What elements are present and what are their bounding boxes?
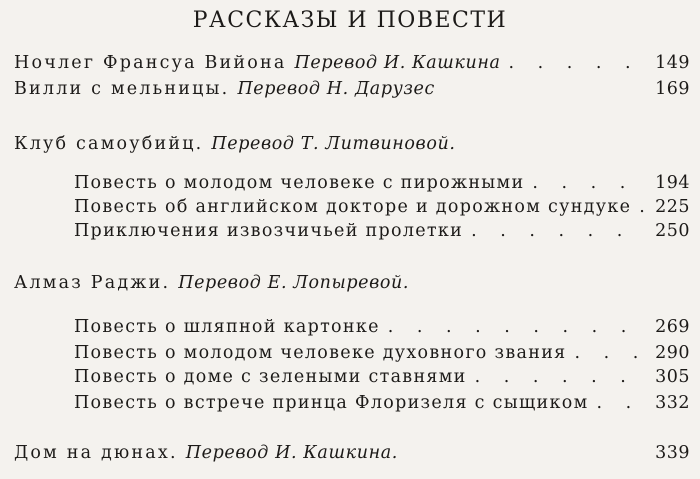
entry-page-number: 305 (655, 367, 690, 387)
section-heading: РАССКАЗЫ И ПОВЕСТИ (192, 8, 508, 33)
entry-page-number: 269 (655, 317, 690, 337)
entry-title: Повесть о молодом человеке с пирожными (74, 173, 525, 193)
toc-entry (14, 440, 690, 466)
entry-page-number: 332 (655, 393, 690, 413)
entry-page-number: 250 (655, 221, 690, 241)
toc-subentry (74, 314, 690, 340)
entry-translator: Перевод И. Кашкина. (185, 443, 398, 463)
entry-title: Алмаз Раджи. (14, 273, 171, 293)
entry-title: Ночлег Франсуа Вийона (14, 53, 287, 73)
entry-page-number: 290 (655, 343, 690, 363)
toc-entry (14, 50, 690, 76)
leader-dots (388, 314, 646, 340)
entry-page-number: 149 (655, 53, 690, 73)
toc-subentry (74, 194, 690, 220)
toc-subentry (74, 170, 690, 196)
entry-page-number: 339 (655, 443, 690, 463)
leader-dots (475, 364, 646, 390)
toc-subentry (74, 390, 690, 416)
toc-entry (14, 76, 690, 102)
entry-title: Повесть о встрече принца Флоризеля с сыщиком (74, 393, 589, 413)
toc-subentry (74, 364, 690, 390)
entry-translator: Перевод И. Кашкина (294, 53, 501, 73)
entry-title: Дом на дюнах. (14, 443, 178, 463)
toc-entry (14, 270, 690, 296)
entry-translator: Перевод Т. Литвиновой. (211, 134, 456, 154)
entry-page-number: 194 (655, 173, 690, 193)
entry-title: Повесть о молодом человеке духовного звания (74, 343, 567, 363)
toc-subentry (74, 340, 690, 366)
toc-entry (14, 131, 690, 157)
entry-title: Повесть о шляпной картонке (74, 317, 380, 337)
leader-dots (639, 194, 646, 220)
entry-translator: Перевод Е. Лопыревой. (178, 273, 410, 293)
entry-title: Повесть об английском докторе и дорожном сундуке (74, 197, 632, 217)
entry-translator: Перевод Н. Дарузес (237, 79, 435, 99)
leader-dots (471, 218, 646, 244)
entry-title: Повесть о доме с зелеными ставнями (74, 367, 467, 387)
entry-title: Вилли с мельницы. (14, 79, 230, 99)
leader-dots (575, 340, 646, 366)
leader-dots (509, 50, 647, 76)
entry-page-number: 225 (655, 197, 690, 217)
leader-dots (596, 390, 646, 416)
entry-title: Приключения извозчичьей пролетки (74, 221, 464, 241)
leader-dots (532, 170, 646, 196)
entry-page-number: 169 (655, 79, 690, 99)
entry-title: Клуб самоубийц. (14, 134, 204, 154)
toc-subentry (74, 218, 690, 244)
